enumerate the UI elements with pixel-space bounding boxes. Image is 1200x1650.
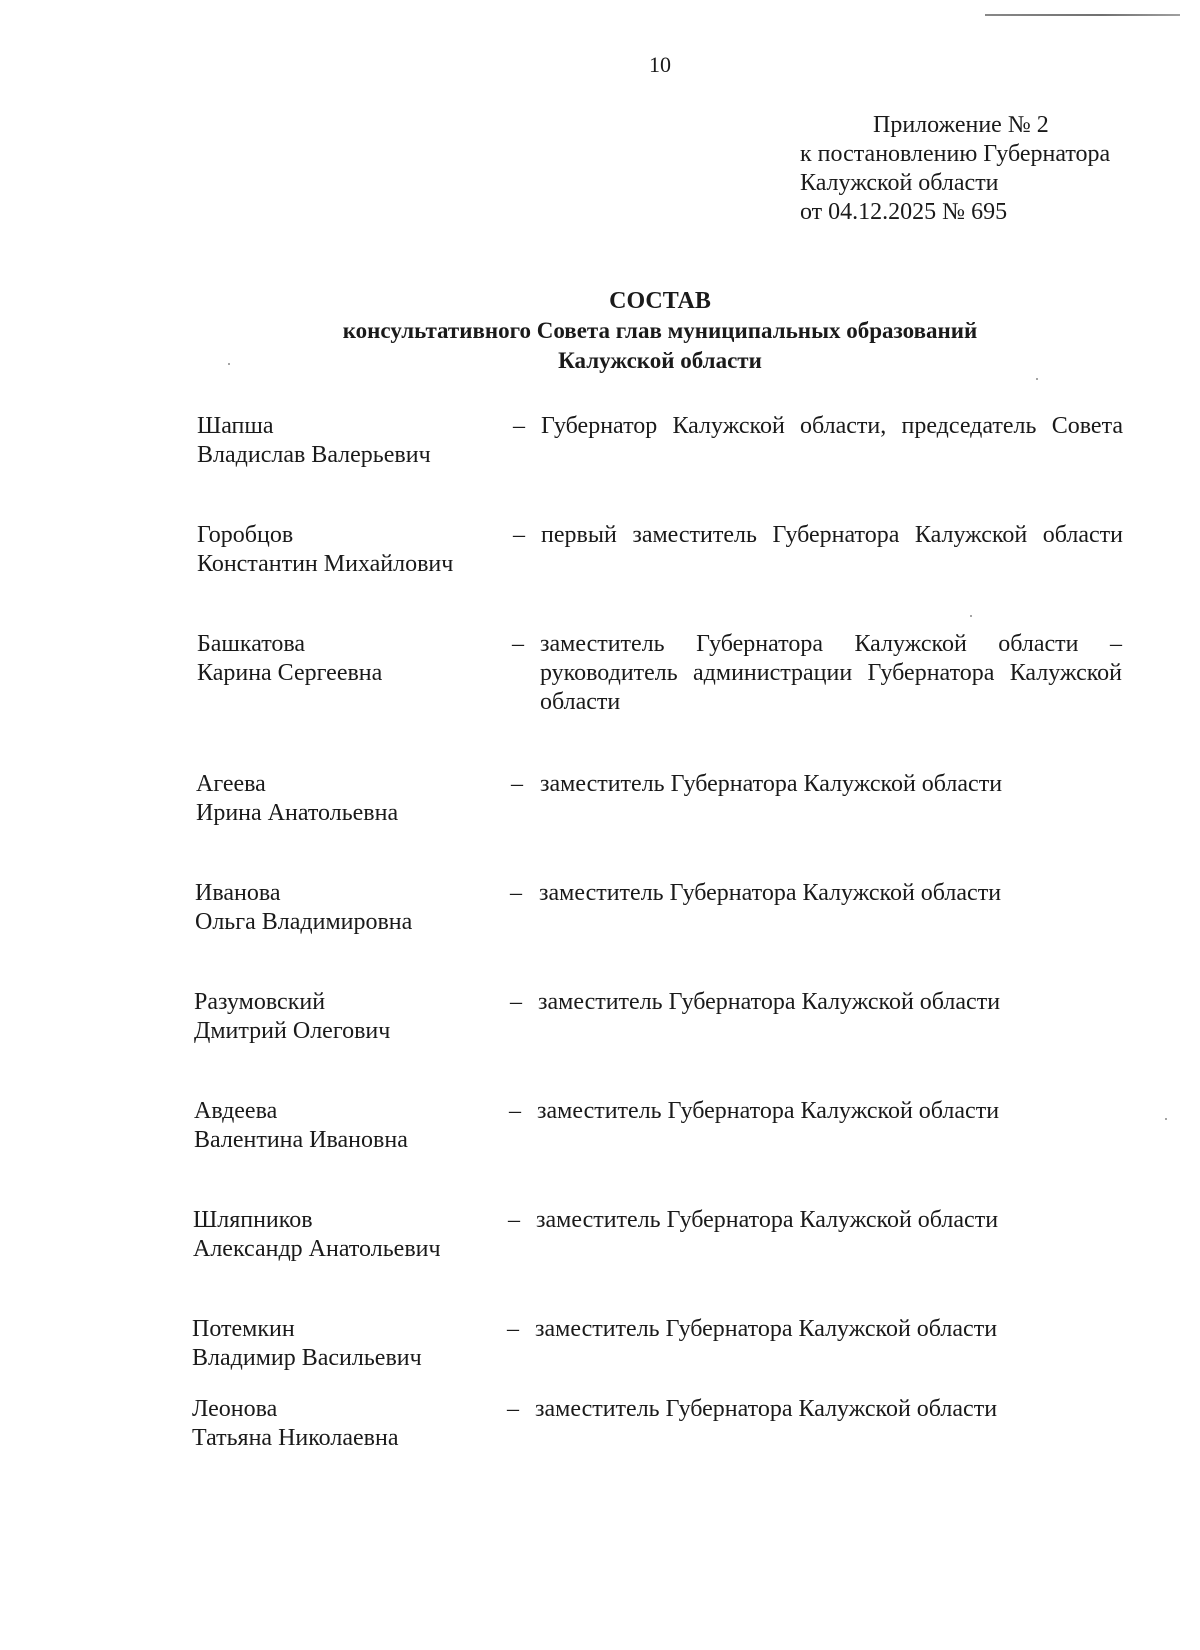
member-dash: – bbox=[512, 631, 524, 657]
member-name bbox=[197, 630, 497, 688]
appendix-block bbox=[800, 111, 1110, 227]
member-role: заместитель Губернатора Калужской области bbox=[536, 1207, 999, 1233]
appendix-line-3: Калужской области bbox=[800, 170, 999, 196]
member-surname: Шапша bbox=[197, 413, 274, 439]
member-dash: – bbox=[511, 771, 523, 797]
member-dash: – bbox=[510, 989, 522, 1015]
title-subtitle-line-2: Калужской области bbox=[558, 348, 762, 373]
member-name bbox=[196, 770, 496, 828]
member-name bbox=[192, 1395, 492, 1453]
member-name bbox=[192, 1315, 492, 1373]
appendix-line-4: от 04.12.2025 № 695 bbox=[800, 199, 1008, 225]
member-role: заместитель Губернатора Калужской области bbox=[538, 989, 1001, 1015]
member-given-name: Владимир Васильевич bbox=[192, 1345, 422, 1371]
scan-speck bbox=[1165, 1118, 1167, 1120]
member-name bbox=[194, 988, 494, 1046]
member-role: заместитель Губернатора Калужской области bbox=[535, 1316, 998, 1342]
document-title bbox=[0, 286, 1200, 376]
member-given-name: Владислав Валерьевич bbox=[197, 442, 431, 468]
member-given-name: Карина Сергеевна bbox=[197, 660, 383, 686]
member-dash: – bbox=[507, 1396, 519, 1422]
title-subtitle-line-1: консультативного Совета глав муниципальных образований bbox=[342, 318, 978, 343]
page-number: 10 bbox=[649, 52, 671, 77]
title-main: СОСТАВ bbox=[609, 288, 711, 314]
scan-speck bbox=[1036, 378, 1038, 380]
member-dash: – bbox=[507, 1316, 519, 1342]
member-name bbox=[195, 879, 495, 937]
scan-artifact-line bbox=[985, 14, 1180, 16]
member-surname: Горобцов bbox=[197, 522, 294, 548]
member-surname: Разумовский bbox=[194, 989, 326, 1015]
member-role: Губернатор Калужской области, председатель Совета bbox=[541, 413, 1123, 439]
member-given-name: Ирина Анатольевна bbox=[196, 800, 399, 826]
member-dash: – bbox=[513, 522, 525, 548]
member-given-name: Александр Анатольевич bbox=[193, 1236, 441, 1262]
member-role: заместитель Губернатора Калужской области bbox=[540, 771, 1003, 797]
member-dash: – bbox=[509, 1098, 521, 1124]
member-surname: Иванова bbox=[195, 880, 281, 906]
member-surname: Леонова bbox=[192, 1396, 278, 1422]
member-role: заместитель Губернатора Калужской области – руководитель администрации Губернатора Калужской области bbox=[540, 631, 1122, 715]
member-role: заместитель Губернатора Калужской области bbox=[537, 1098, 1000, 1124]
appendix-line-2: к постановлению Губернатора bbox=[800, 141, 1111, 167]
member-surname: Башкатова bbox=[197, 631, 306, 657]
member-given-name: Татьяна Николаевна bbox=[192, 1425, 399, 1451]
member-role: заместитель Губернатора Калужской области bbox=[535, 1396, 998, 1422]
member-surname: Потемкин bbox=[192, 1316, 295, 1342]
member-dash: – bbox=[513, 413, 525, 439]
member-given-name: Константин Михайлович bbox=[197, 551, 454, 577]
member-name bbox=[197, 412, 497, 470]
appendix-line-1: Приложение № 2 bbox=[873, 112, 1049, 138]
member-given-name: Ольга Владимировна bbox=[195, 909, 413, 935]
member-role: заместитель Губернатора Калужской области bbox=[539, 880, 1002, 906]
member-surname: Агеева bbox=[196, 771, 266, 797]
member-surname: Шляпников bbox=[193, 1207, 313, 1233]
member-given-name: Дмитрий Олегович bbox=[194, 1018, 391, 1044]
scan-speck bbox=[228, 363, 230, 365]
member-role: первый заместитель Губернатора Калужской области bbox=[541, 522, 1123, 548]
member-surname: Авдеева bbox=[194, 1098, 278, 1124]
scan-speck bbox=[970, 615, 972, 617]
member-given-name: Валентина Ивановна bbox=[194, 1127, 408, 1153]
member-dash: – bbox=[508, 1207, 520, 1233]
member-name bbox=[197, 521, 497, 579]
member-name bbox=[194, 1097, 494, 1155]
member-name bbox=[193, 1206, 493, 1264]
member-dash: – bbox=[510, 880, 522, 906]
